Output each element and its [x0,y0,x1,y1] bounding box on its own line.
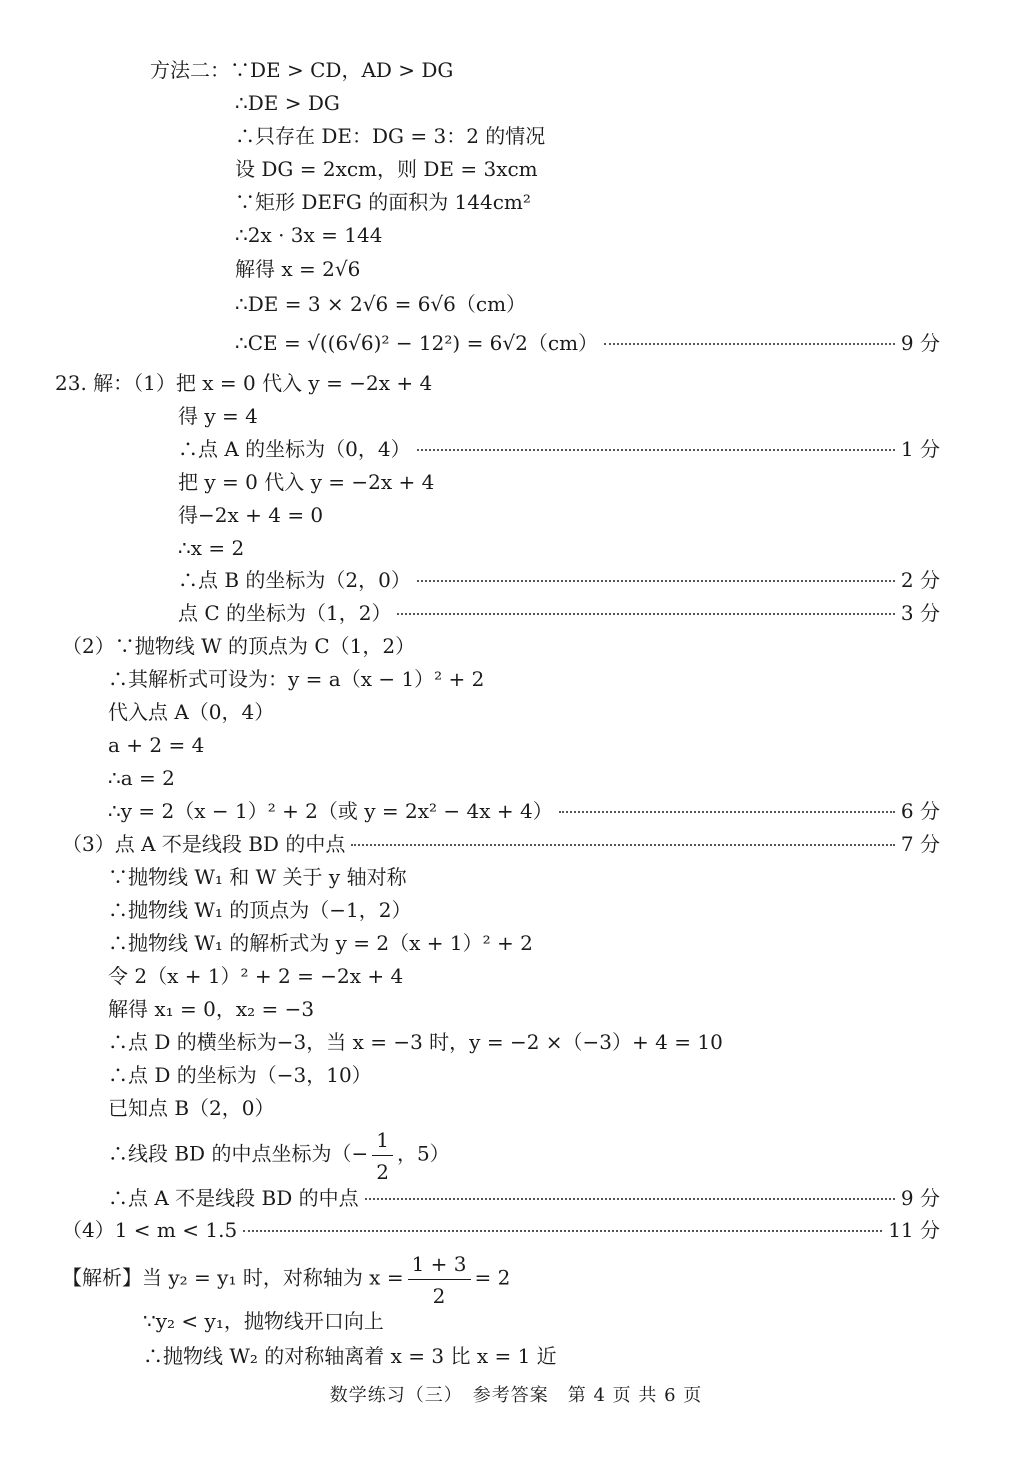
score-label: 6 分 [900,799,940,823]
solution-line [0,1098,1032,1118]
line-text: （2）∵抛物线 W 的顶点为 C（1，2） [62,634,416,658]
solution-line [0,538,1032,558]
line-text: ∴x = 2 [178,536,245,560]
line-text: 解得 x₁ = 0，x₂ = −3 [108,997,315,1021]
solution-line [0,1346,1032,1366]
solution-line [0,472,1032,492]
solution-line [0,93,1032,113]
analysis-prefix: 【解析】当 y₂ = y₁ 时，对称轴为 x = [62,1265,404,1290]
solution-line [0,406,1032,426]
midpoint-prefix: ∴线段 BD 的中点坐标为（− [108,1141,369,1166]
line-text: ∴其解析式可设为：y = a（x − 1）² + 2 [108,667,485,691]
solution-line [0,1188,1032,1208]
midpoint-fraction [372,1128,393,1184]
midpoint-line [108,1128,450,1184]
line-text: ∴点 D 的坐标为（−3，10） [108,1063,372,1087]
solution-line [0,294,1032,314]
line-text: ∵矩形 DEFG 的面积为 144cm² [235,190,531,214]
line-text: 已知点 B（2，0） [108,1096,275,1120]
line-text: 设 DG = 2xcm，则 DE = 3xcm [235,157,538,181]
line-text: 得 y = 4 [178,404,258,428]
fraction-numerator: 1 [372,1128,393,1156]
dot-leader [351,844,895,846]
solution-line [0,505,1032,525]
line-text: ∴抛物线 W₁ 的解析式为 y = 2（x + 1）² + 2 [108,931,533,955]
line-text: 令 2（x + 1）² + 2 = −2x + 4 [108,964,404,988]
score-label: 9 分 [900,1186,940,1210]
solution-line [0,439,1032,459]
line-text: 方法二：∵DE > CD，AD > DG [150,58,454,82]
solution-line [0,636,1032,656]
fraction-denominator: 2 [376,1160,389,1184]
fraction-denominator: 2 [432,1284,446,1308]
solution-line [0,192,1032,212]
line-text: ∴y = 2（x − 1）² + 2（或 y = 2x² − 4x + 4） [108,799,553,823]
line-text: ∴DE > DG [235,91,340,115]
dot-leader [417,449,895,451]
line-text: 得−2x + 4 = 0 [178,503,324,527]
dot-leader [417,580,895,582]
line-text: ∴抛物线 W₂ 的对称轴离着 x = 3 比 x = 1 近 [143,1344,557,1368]
solution-line [0,603,1032,623]
solution-line [0,570,1032,590]
line-text: ∴2x · 3x = 144 [235,223,383,247]
score-label: 3 分 [900,601,940,625]
solution-line [0,60,1032,80]
solution-line [0,834,1032,854]
line-text: （3）点 A 不是线段 BD 的中点 [62,832,346,856]
fraction-numerator: 1 + 3 [408,1252,471,1280]
dot-leader [604,343,895,345]
analysis-suffix: = 2 [474,1265,511,1290]
solution-line [0,1032,1032,1052]
solution-line [0,1311,1032,1331]
line-text: ∴抛物线 W₁ 的顶点为（−1，2） [108,898,412,922]
score-label: 1 分 [900,437,940,461]
line-text: ∴点 A 不是线段 BD 的中点 [108,1186,359,1210]
solution-line [0,702,1032,722]
solution-line [0,669,1032,689]
solution-line [0,999,1032,1019]
line-text: a + 2 = 4 [108,733,205,757]
line-text: ∵y₂ < y₁，抛物线开口向上 [143,1309,384,1333]
solution-line [0,966,1032,986]
solution-line [0,373,1032,393]
line-text: 23. 解：（1）把 x = 0 代入 y = −2x + 4 [55,371,433,395]
solution-line [0,159,1032,179]
line-text: 解得 x = 2√6 [235,257,361,281]
dot-leader [243,1230,882,1232]
solution-line [0,1065,1032,1085]
dot-leader [365,1198,895,1200]
line-text: ∴只存在 DE：DG = 3：2 的情况 [235,124,546,148]
solution-line [0,1220,1032,1240]
solution-line [0,768,1032,788]
solution-line [0,933,1032,953]
solution-line [0,225,1032,245]
line-text: ∴点 A 的坐标为（0，4） [178,437,411,461]
midpoint-suffix: ，5） [396,1141,450,1166]
dot-leader [559,811,895,813]
solution-line [0,259,1032,279]
solution-line [0,333,1032,353]
analysis-fraction [408,1252,471,1308]
line-text: 把 y = 0 代入 y = −2x + 4 [178,470,435,494]
line-text: 点 C 的坐标为（1，2） [178,601,392,625]
page-footer: 数学练习（三） 参考答案 第 4 页 共 6 页 [329,1385,703,1406]
score-label: 2 分 [900,568,940,592]
solution-line [0,801,1032,821]
line-text: （4）1 < m < 1.5 [62,1218,238,1242]
analysis-line [62,1252,510,1308]
dot-leader [397,613,894,615]
line-text: ∵抛物线 W₁ 和 W 关于 y 轴对称 [108,865,407,889]
solution-line [0,900,1032,920]
solution-line [0,867,1032,887]
score-label: 7 分 [900,832,940,856]
line-text: ∴a = 2 [108,766,175,790]
solution-line [0,126,1032,146]
solution-line [0,735,1032,755]
line-text: ∴CE = √((6√6)² − 12²) = 6√2（cm） [235,331,599,355]
line-text: ∴DE = 3 × 2√6 = 6√6（cm） [235,292,527,316]
score-label: 11 分 [888,1218,940,1242]
line-text: ∴点 D 的横坐标为−3，当 x = −3 时，y = −2 ×（−3）+ 4 = 10 [108,1030,723,1054]
line-text: 代入点 A（0，4） [108,700,275,724]
score-label: 9 分 [900,331,940,355]
line-text: ∴点 B 的坐标为（2，0） [178,568,411,592]
